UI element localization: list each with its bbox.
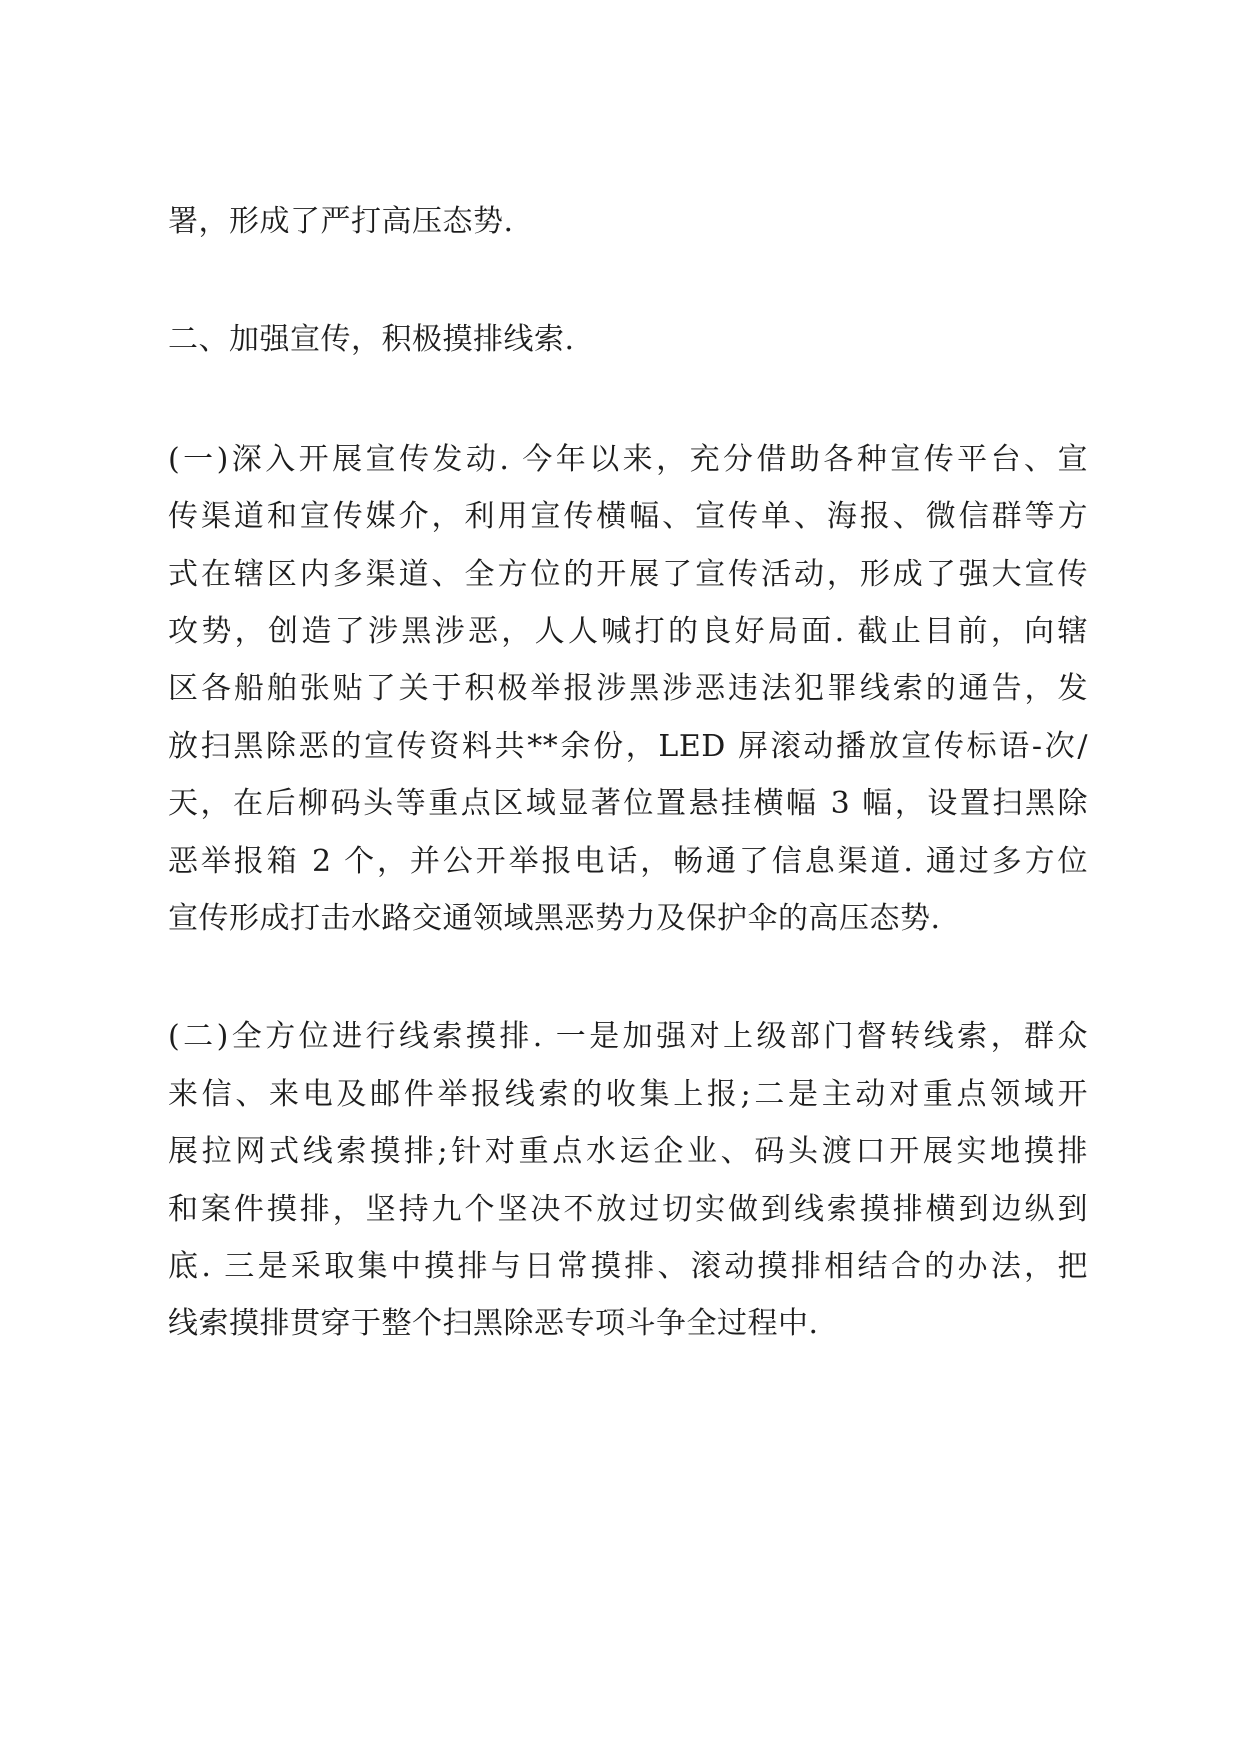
paragraph-line: 区各船舶张贴了关于积极举报涉黑涉恶违法犯罪线索的通告，发	[168, 671, 1088, 706]
paragraph-line: (二)全方位进行线索摸排. 一是加强对上级部门督转线索，群众	[168, 1019, 1088, 1054]
paragraph-line: 式在辖区内多渠道、全方位的开展了宣传活动，形成了强大宣传	[168, 557, 1088, 592]
paragraph-line: 恶举报箱 2 个，并公开举报电话，畅通了信息渠道. 通过多方位	[168, 844, 1088, 879]
paragraph-line: 署，形成了严打高压态势.	[168, 204, 514, 239]
paragraph-line: 放扫黑除恶的宣传资料共**余份，LED 屏滚动播放宣传标语-次/	[168, 729, 1088, 764]
paragraph-line: 传渠道和宣传媒介，利用宣传横幅、宣传单、海报、微信群等方	[168, 499, 1088, 534]
paragraph-line: 天，在后柳码头等重点区域显著位置悬挂横幅 3 幅，设置扫黑除	[168, 786, 1088, 821]
paragraph-line: (一)深入开展宣传发动. 今年以来，充分借助各种宣传平台、宣	[168, 442, 1088, 477]
paragraph-line: 展拉网式线索摸排;针对重点水运企业、码头渡口开展实地摸排	[168, 1134, 1088, 1169]
section-heading: 二、加强宣传，积极摸排线索.	[168, 322, 575, 357]
paragraph-line: 线索摸排贯穿于整个扫黑除恶专项斗争全过程中.	[168, 1306, 819, 1341]
paragraph-line: 来信、来电及邮件举报线索的收集上报;二是主动对重点领域开	[168, 1077, 1088, 1112]
paragraph-line: 底. 三是采取集中摸排与日常摸排、滚动摸排相结合的办法，把	[168, 1249, 1088, 1284]
paragraph-line: 攻势，创造了涉黑涉恶，人人喊打的良好局面. 截止目前，向辖	[168, 614, 1088, 649]
paragraph-line: 宣传形成打击水路交通领域黑恶势力及保护伞的高压态势.	[168, 901, 941, 936]
paragraph-line: 和案件摸排，坚持九个坚决不放过切实做到线索摸排横到边纵到	[168, 1192, 1088, 1227]
